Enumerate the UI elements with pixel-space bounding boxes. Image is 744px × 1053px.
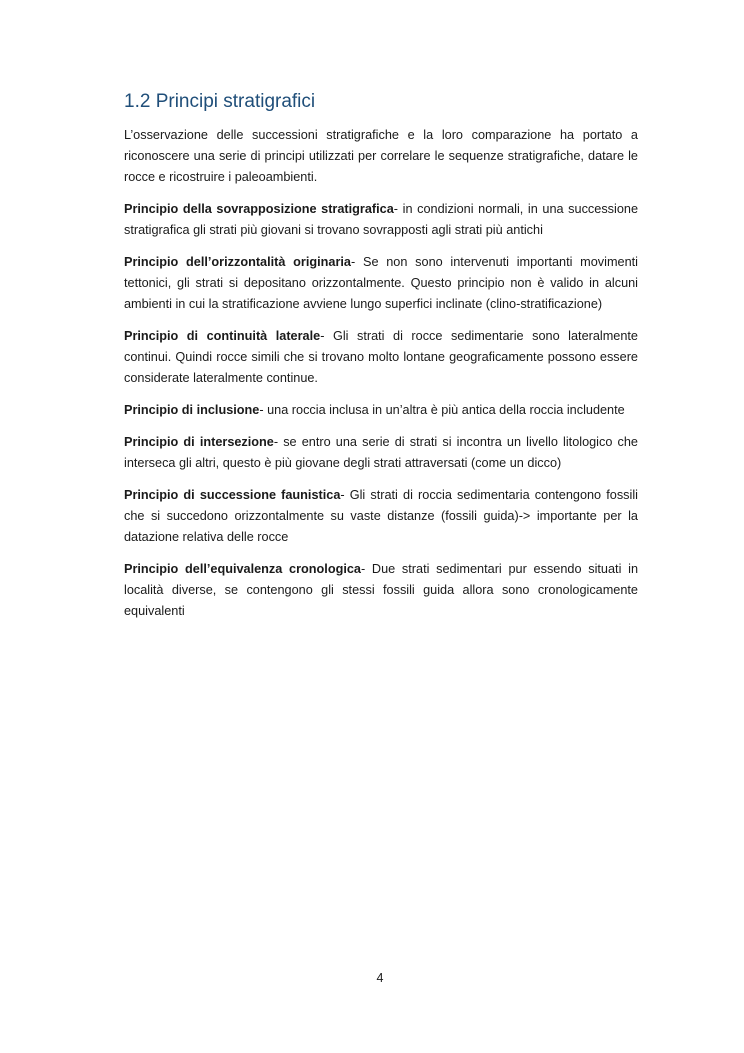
document-page [124, 88, 638, 633]
principle-paragraph [124, 252, 638, 315]
principle-text: - Se non sono intervenuti importanti movimenti tettonici, gli strati si depositano orizzontalmente. Questo principio non è valido in alcuni ambienti in cui la stratificazione avviene lungo superfici inclinate (clino-stratificazione) [124, 255, 638, 311]
principle-paragraph [124, 199, 638, 241]
principle-text: - Gli strati di rocce sedimentarie sono lateralmente continui. Quindi rocce simili che si trovano molto lontane geograficamente possono essere considerate lateralmente continue. [124, 329, 638, 385]
principle-paragraph [124, 432, 638, 474]
principle-term: Principio di inclusione [124, 403, 260, 417]
principle-text: - Due strati sedimentari pur essendo situati in località diverse, se contengono gli stessi fossili guida allora sono cronologicamente equivalenti [124, 562, 639, 618]
intro-paragraph: L’osservazione delle successioni stratigrafiche e la loro comparazione ha portato a riconoscere una serie di principi utilizzati per correlare le sequenze stratigrafiche, datare le rocce e ricostruire i paleoambienti. [124, 128, 638, 184]
principle-term: Principio dell’equivalenza cronologica [124, 562, 361, 576]
principle-paragraph [124, 326, 638, 389]
section-heading: 1.2 Principi stratigrafici [124, 91, 316, 112]
principle-text: - una roccia inclusa in un’altra è più antica della roccia includente [259, 403, 625, 417]
principle-term: Principio di intersezione [124, 435, 274, 449]
principle-text: - in condizioni normali, in una successione stratigrafica gli strati più giovani si trovano sovrapposti agli strati più antichi [124, 202, 638, 237]
principle-paragraph [124, 400, 638, 421]
principle-term: Principio dell’orizzontalità originaria [124, 255, 351, 269]
principle-text: - Gli strati di roccia sedimentaria contengono fossili che si succedono orizzontalmente su vaste distanze (fossili guida)-> importante per la datazione relativa delle rocce [124, 488, 638, 544]
principle-paragraph [124, 485, 638, 548]
principle-term: Principio di successione faunistica [124, 488, 341, 502]
principle-text: - se entro una serie di strati si incontra un livello litologico che interseca gli altri, questo è più giovane degli strati attraversati (come un dicco) [124, 435, 638, 470]
principle-term: Principio della sovrapposizione stratigrafica [124, 202, 394, 216]
page-number: 4 [376, 971, 384, 985]
principle-term: Principio di continuità laterale [124, 329, 321, 343]
principle-paragraph [124, 559, 638, 622]
